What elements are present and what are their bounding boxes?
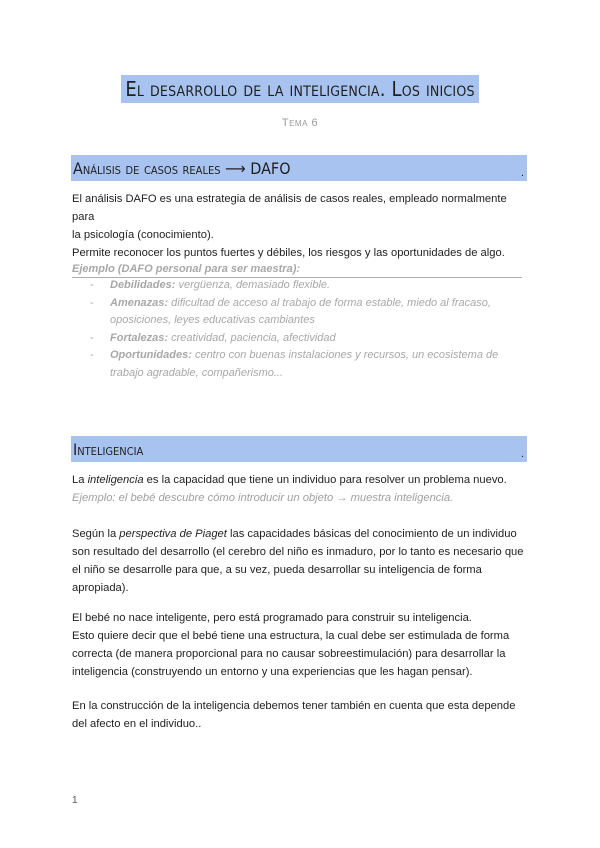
list-bullet: - (90, 296, 94, 309)
list-text: creatividad, paciencia, afectividad (168, 331, 336, 344)
list-bullet: - (90, 331, 94, 344)
section-heading-label: Análisis de casos reales ⟶ DAFO (73, 158, 291, 178)
dafo-intro-line3: Permite reconocer los puntos fuertes y débiles, los riesgos y las oportunidades de algo. (72, 247, 505, 259)
list-term: Fortalezas: (110, 331, 169, 344)
dafo-intro-line1: El análisis DAFO es una estrategia de análisis de casos reales, empleado normalmente para (72, 193, 507, 223)
list-bullet: - (90, 349, 94, 361)
list-text: vergüenza, demasiado flexible. (175, 279, 331, 291)
afecto-paragraph: En la construcción de la inteligencia debemos tener también en cuenta que esta depende del afecto en el individuo.. (72, 700, 516, 730)
piaget-post: las capacidades básicas del conocimiento de un individuo son resultado del desarrollo (el cerebro del niño es inmaduro, por lo tanto es necesario que el niño se desarrolle para que, a su vez, pueda desarrollar su inteligencia de forma apropiada). (72, 528, 524, 594)
section-heading-dot: . (520, 448, 524, 460)
definition-post: es la capacidad que tiene un individuo para resolver un problema nuevo. (143, 474, 507, 486)
example-heading: Ejemplo (DAFO personal para ser maestra): (72, 261, 522, 278)
list-text: dificultad de acceso al trabajo de forma estable, miedo al fracaso, oposiciones, leyes educativas cambiantes (110, 296, 491, 326)
piaget-pre: Según la (72, 528, 120, 540)
dafo-list (88, 277, 508, 382)
list-text: centro con buenas instalaciones y recursos, un ecosistema de trabajo agradable, compañerismo... (110, 349, 499, 379)
list-item-debilidades (88, 277, 508, 295)
piaget-term: perspectiva de Piaget (119, 528, 227, 540)
definition-example: Ejemplo: el bebé descubre cómo introducir un objeto → muestra inteligencia. (72, 492, 454, 504)
list-item-oportunidades (88, 347, 508, 382)
definition-term: inteligencia (87, 474, 144, 486)
document-title: El desarrollo de la inteligencia. Los inicios (121, 75, 478, 103)
section-heading-inteligencia (71, 436, 527, 462)
bebe-paragraph (72, 609, 532, 681)
dafo-intro-paragraph (72, 190, 532, 262)
definition-paragraph (72, 471, 532, 507)
list-bullet: - (90, 279, 94, 291)
list-term: Debilidades: (110, 279, 176, 291)
page-number: 1 (72, 795, 78, 806)
list-item-fortalezas (88, 330, 508, 348)
section-heading-dafo (71, 155, 527, 181)
bebe-line1: El bebé no nace inteligente, pero está programado para construir su inteligencia. (72, 612, 472, 624)
list-term: Amenazas: (110, 296, 169, 309)
section-heading-label: Inteligencia (73, 439, 144, 459)
list-item-amenazas (88, 295, 508, 330)
section-heading-dot: . (520, 167, 524, 179)
definition-pre: La (72, 474, 88, 486)
dafo-intro-line2: la psicología (conocimiento). (72, 229, 214, 241)
piaget-paragraph (72, 525, 532, 597)
bebe-line2: Esto quiere decir que el bebé tiene una estructura, la cual debe ser estimulada de forma correcta (de manera proporcional para no causar sobreestimulación) para desarrollar la inteligencia (construyendo un entorno y una experiencias que les hagan pensar). (72, 630, 510, 678)
list-term: Oportunidades: (110, 349, 192, 361)
document-subtitle: Tema 6 (281, 117, 319, 129)
